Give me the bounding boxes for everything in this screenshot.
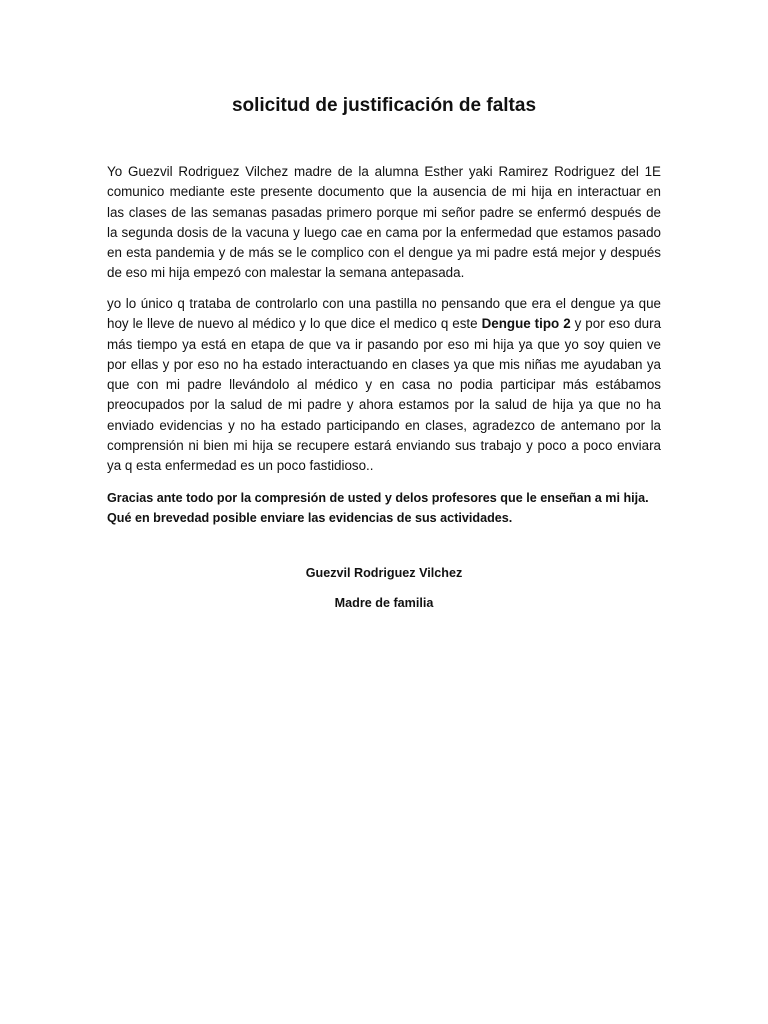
signature-role: Madre de familia xyxy=(334,596,434,610)
document-title: solicitud de justificación de faltas xyxy=(231,95,537,116)
paragraph-intro: Yo Guezvil Rodriguez Vilchez madre de la alumna Esther yaki Ramirez Rodriguez del 1E comunico mediante este presente documento que la ausencia de mi hija en interactuar en las clases de las semanas pasadas primero porque mi señor padre se enfermó después de la segunda dosis de la vacuna y luego cae en cama por la enfermedad que estamos pasado en esta pandemia y de más se le complico con el dengue ya mi padre está mejor y después de eso mi hija empezó con malestar la semana antepasada. xyxy=(107,164,661,281)
paragraph-explanation-start: yo lo único q trataba de controlarlo con una pastilla no pensando que era el dengue ya que hoy le lleve de nuevo al médico y lo que dice el medico q este xyxy=(107,296,661,332)
paragraph-explanation-end: y por eso dura más tiempo ya está en etapa de que va ir pasando por eso mi hija ya que yo soy quien ve por ellas y por eso no ha estado interactuando en clases ya que mis niñas me ayudaban ya que con mi padre llevándolo al médico y en casa no podia participar más estábamos preocupados por la salud de mi padre y ahora estamos por la salud de hija ya que no ha enviado evidencias y no ha estado participando en clases, agradezco de antemano por la comprensión ni bien mi hija se recupere estará enviando sus trabajo y poco a poco enviara ya q esta enfermedad es un poco fastidioso.. xyxy=(107,316,662,474)
diagnosis-highlight: Dengue tipo 2 xyxy=(481,316,571,332)
paragraph-explanation xyxy=(107,294,661,477)
signature-name: Guezvil Rodriguez Vilchez xyxy=(305,566,463,580)
paragraph-thanks: Gracias ante todo por la compresión de usted y delos profesores que le enseñan a mi hija. Qué en brevedad posible enviare las evidencias de sus actividades. xyxy=(107,491,649,525)
